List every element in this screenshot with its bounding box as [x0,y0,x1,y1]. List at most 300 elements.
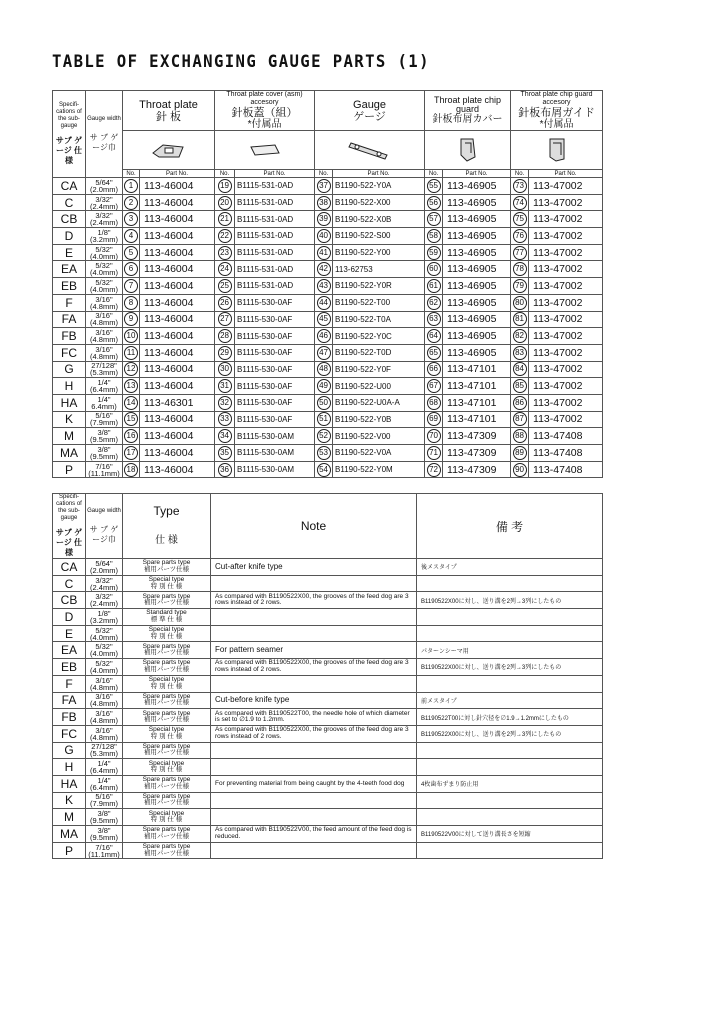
item-number: 7 [123,278,140,295]
spec-code: E [53,244,86,261]
item-number: 70 [425,428,443,445]
part-number: B1190-522-V00 [333,428,425,445]
gauge-width: 1/4" (6.4mm) [86,775,123,792]
no-col-header: No. [425,170,443,178]
part-number: B1115-531-0AD [235,211,315,228]
remarks-cell [417,792,603,809]
type-cell: Special type 特 別 仕 様 [123,575,211,592]
type-cell: Special type 特 別 仕 様 [123,725,211,742]
spec-code: HA [53,775,86,792]
remarks-cell: B1190522T00に対し針穴径を∅1.9→1.2mmにしたもの [417,709,603,726]
gauge-width: 5/32" (4.0mm) [86,625,123,642]
part-number: 113-46905 [443,194,511,211]
part-number: 113-47309 [443,428,511,445]
part-number: B1115-530-0AF [235,328,315,345]
spec-code: MA [53,445,86,462]
table-row [53,609,603,626]
part-number: B1190-522-Y0A [333,178,425,195]
spec-code: C [53,575,86,592]
note-cell: As compared with B1190522X00, the grooves of the feed dog are 3 rows instead of 2 rows. [211,725,417,742]
part-number: 113-62753 [333,261,425,278]
part-number: 113-47101 [443,361,511,378]
throat-plate-header: Throat plate 針 板 [123,91,215,131]
table-row [53,211,603,228]
part-number: 113-47408 [529,428,603,445]
note-cell [211,625,417,642]
note-cell [211,759,417,776]
gauge-width: 3/16" (4.8mm) [86,344,123,361]
gauge-width: 5/16" (7.9mm) [86,411,123,428]
item-number: 72 [425,461,443,478]
gauge-width: 3/8" (9.5mm) [86,428,123,445]
item-number: 20 [215,194,235,211]
type-cell: Standard type 標 準 仕 様 [123,609,211,626]
item-number: 80 [511,294,529,311]
gauge-width-header: Gauge width サ ブ ゲージ巾 [86,494,123,559]
item-number: 49 [315,378,333,395]
part-col-header: Part No. [235,170,315,178]
chip-guard-image [425,131,511,170]
gauge-width: 1/4" 6.4mm) [86,394,123,411]
item-number: 71 [425,445,443,462]
gauge-width: 5/32" (4.0mm) [86,261,123,278]
gauge-width: 5/64" (2.0mm) [86,178,123,195]
part-number: 113-46004 [140,211,215,228]
table-row [53,328,603,345]
part-number: 113-47002 [529,378,603,395]
item-number: 74 [511,194,529,211]
item-number: 3 [123,211,140,228]
part-number: 113-47002 [529,244,603,261]
remarks-cell: B1190522X00に対し、送り溝を2列→3列にしたもの [417,659,603,676]
remarks-cell [417,675,603,692]
spec-code: E [53,625,86,642]
item-number: 65 [425,344,443,361]
spec-code: EA [53,642,86,659]
gauge-width: 5/16" (7.9mm) [86,792,123,809]
note-cell: Cut-before knife type [211,692,417,709]
part-number: 113-46905 [443,344,511,361]
item-number: 40 [315,228,333,245]
gauge-width: 5/64" (2.0mm) [86,559,123,576]
table-row [53,261,603,278]
item-number: 53 [315,445,333,462]
remarks-cell [417,842,603,859]
part-number: B1115-530-0AF [235,378,315,395]
no-col-header: No. [511,170,529,178]
spec-code: C [53,194,86,211]
part-number: 113-47309 [443,445,511,462]
part-number: 113-47101 [443,394,511,411]
item-number: 35 [215,445,235,462]
item-number: 50 [315,394,333,411]
part-number: 113-46004 [140,228,215,245]
part-number: B1190-522-Y0R [333,278,425,295]
part-col-header: Part No. [140,170,215,178]
item-number: 39 [315,211,333,228]
item-number: 61 [425,278,443,295]
item-number: 22 [215,228,235,245]
spec-code: CA [53,559,86,576]
item-number: 46 [315,328,333,345]
part-number: 113-47002 [529,211,603,228]
item-number: 21 [215,211,235,228]
type-cell: Spare parts type 補用パーツ仕様 [123,826,211,843]
item-number: 25 [215,278,235,295]
part-number: 113-46004 [140,428,215,445]
no-col-header: No. [123,170,140,178]
item-number: 54 [315,461,333,478]
item-number: 75 [511,211,529,228]
gauge-width: 3/16" (4.8mm) [86,311,123,328]
part-number: 113-46905 [443,311,511,328]
item-number: 13 [123,378,140,395]
table-row [53,278,603,295]
item-number: 68 [425,394,443,411]
part-number: B1190-522-Y00 [333,244,425,261]
gauge-width: 1/8" (3.2mm) [86,228,123,245]
table-row [53,411,603,428]
spec-code: D [53,228,86,245]
spec-code: FA [53,311,86,328]
part-number: 113-46004 [140,411,215,428]
part-number: B1190-522-X00 [333,194,425,211]
spec-code: H [53,759,86,776]
part-number: 113-47101 [443,411,511,428]
item-number: 6 [123,261,140,278]
item-number: 36 [215,461,235,478]
item-number: 56 [425,194,443,211]
remarks-cell: パターンシーマ用 [417,642,603,659]
part-number: 113-46004 [140,378,215,395]
spec-code: EB [53,659,86,676]
throat-plate-cover-header: Throat plate cover (asm) accesory 針板蓋（組） *付属品 [215,91,315,131]
table-row [53,394,603,411]
part-number: B1190-522-T0D [333,344,425,361]
part-col-header: Part No. [529,170,603,178]
part-number: B1190-522-Y0C [333,328,425,345]
remarks-header: 備 考 [417,494,603,559]
item-number: 88 [511,428,529,445]
table-row [53,809,603,826]
note-cell [211,609,417,626]
table-row [53,428,603,445]
item-number: 87 [511,411,529,428]
gauge-width-header: Gauge width サ ブ ゲージ巾 [86,91,123,178]
table-row [53,625,603,642]
item-number: 9 [123,311,140,328]
spec-header: Specifi- cations of the sub-gauge サブ ゲージ 仕 様 [53,91,86,178]
part-number: B1115-530-0AF [235,411,315,428]
item-number: 47 [315,344,333,361]
note-cell: As compared with B1190522X00, the grooves of the feed dog are 3 rows instead of 2 rows. [211,659,417,676]
table-row [53,709,603,726]
item-number: 77 [511,244,529,261]
page-title: TABLE OF EXCHANGING GAUGE PARTS (1) [52,52,430,72]
table-row [53,842,603,859]
chip-guard-header: Throat plate chip guard 針板布屑カバー [425,91,511,131]
gauge-width: 5/32" (4.0mm) [86,659,123,676]
table-row [53,228,603,245]
part-number: B1115-530-0AF [235,344,315,361]
table-row [53,692,603,709]
note-cell [211,809,417,826]
table-row [53,592,603,609]
item-number: 17 [123,445,140,462]
table-row [53,194,603,211]
spec-code: F [53,675,86,692]
spec-code: F [53,294,86,311]
part-number: 113-46004 [140,261,215,278]
part-number: 113-47408 [529,445,603,462]
type-cell: Spare parts type 補用パーツ仕様 [123,792,211,809]
part-number: B1115-530-0AM [235,428,315,445]
part-number: 113-46905 [443,211,511,228]
gauge-width: 1/4" (6.4mm) [86,378,123,395]
part-number: B1115-531-0AD [235,278,315,295]
part-number: 113-46004 [140,445,215,462]
type-cell: Spare parts type 補用パーツ仕様 [123,775,211,792]
item-number: 55 [425,178,443,195]
item-number: 90 [511,461,529,478]
gauge-width: 5/32" (4.0mm) [86,244,123,261]
item-number: 82 [511,328,529,345]
table-row [53,792,603,809]
part-number: 113-47002 [529,311,603,328]
spec-code: EA [53,261,86,278]
type-cell: Spare parts type 補用パーツ仕様 [123,642,211,659]
item-number: 57 [425,211,443,228]
part-number: B1190-522-V0A [333,445,425,462]
part-number: 113-46004 [140,178,215,195]
item-number: 32 [215,394,235,411]
gauge-width: 27/128" (5.3mm) [86,742,123,759]
item-number: 51 [315,411,333,428]
remarks-cell: B1190522X00に対し、送り溝を2列→3列にしたもの [417,592,603,609]
gauge-width: 3/16" (4.8mm) [86,294,123,311]
note-cell: As compared with B1190522T00, the needle hole of which diameter is set to ∅1.9 to 1.2mm. [211,709,417,726]
gauge-width: 3/32" (2.4mm) [86,592,123,609]
gauge-width: 5/32" (4.0mm) [86,642,123,659]
part-number: B1115-530-0AF [235,394,315,411]
part-number: 113-47002 [529,344,603,361]
gauge-width: 27/128" (5.3mm) [86,361,123,378]
item-number: 23 [215,244,235,261]
part-number: 113-46004 [140,244,215,261]
part-number: B1115-531-0AD [235,228,315,245]
note-cell: As compared with B1190522V00, the feed amount of the feed dog is reduced. [211,826,417,843]
note-cell [211,842,417,859]
item-number: 85 [511,378,529,395]
part-number: 113-47002 [529,261,603,278]
spec-code: K [53,792,86,809]
item-number: 4 [123,228,140,245]
part-number: 113-46004 [140,328,215,345]
spec-code: FB [53,328,86,345]
item-number: 10 [123,328,140,345]
item-number: 84 [511,361,529,378]
table-row [53,178,603,195]
item-number: 8 [123,294,140,311]
spec-code: G [53,742,86,759]
remarks-cell [417,575,603,592]
gauge-width: 3/32" (2.4mm) [86,575,123,592]
table-row [53,311,603,328]
spec-code: MA [53,826,86,843]
part-number: B1115-531-0AD [235,178,315,195]
part-number: 113-46004 [140,294,215,311]
part-number: B1190-522-Y0F [333,361,425,378]
spec-code: FB [53,709,86,726]
item-number: 43 [315,278,333,295]
table-row [53,742,603,759]
part-number: 113-47002 [529,361,603,378]
item-number: 59 [425,244,443,261]
gauge-width: 3/16" (4.8mm) [86,675,123,692]
spec-code: FA [53,692,86,709]
part-number: 113-47002 [529,328,603,345]
item-number: 18 [123,461,140,478]
type-cell: Spare parts type 補用パーツ仕様 [123,709,211,726]
table-row [53,826,603,843]
notes-table [52,493,603,859]
part-number: 113-47101 [443,378,511,395]
item-number: 67 [425,378,443,395]
item-number: 52 [315,428,333,445]
spec-code: M [53,809,86,826]
note-cell [211,675,417,692]
part-number: 113-46004 [140,311,215,328]
part-number: B1190-522-U00 [333,378,425,395]
table-row [53,344,603,361]
part-number: 113-46004 [140,278,215,295]
gauge-width: 3/32" (2.4mm) [86,194,123,211]
throat-plate-cover-image [215,131,315,170]
note-cell [211,742,417,759]
spec-header: Specifi- cations of the sub-gauge サブ ゲージ 仕 様 [53,494,86,559]
item-number: 14 [123,394,140,411]
part-number: 113-47309 [443,461,511,478]
part-number: B1115-530-0AM [235,445,315,462]
item-number: 27 [215,311,235,328]
parts-table [52,90,603,478]
spec-code: FC [53,725,86,742]
item-number: 24 [215,261,235,278]
item-number: 28 [215,328,235,345]
gauge-width: 3/16" (4.8mm) [86,692,123,709]
spec-code: P [53,842,86,859]
part-number: B1190-522-Y0B [333,411,425,428]
note-cell: Cut-after knife type [211,559,417,576]
note-cell: For preventing material from being caught by the 4-teeth food dog [211,775,417,792]
part-number: 113-46004 [140,361,215,378]
item-number: 44 [315,294,333,311]
spec-code: K [53,411,86,428]
gauge-width: 7/16" (11.1mm) [86,461,123,478]
item-number: 11 [123,344,140,361]
part-number: 113-47002 [529,278,603,295]
item-number: 60 [425,261,443,278]
part-number: 113-47002 [529,294,603,311]
spec-code: G [53,361,86,378]
table-row [53,445,603,462]
table-row [53,675,603,692]
item-number: 83 [511,344,529,361]
table-row [53,559,603,576]
part-number: 113-46004 [140,461,215,478]
type-cell: Special type 特 別 仕 様 [123,809,211,826]
item-number: 29 [215,344,235,361]
part-number: 113-46905 [443,294,511,311]
gauge-width: 3/32" (2.4mm) [86,211,123,228]
item-number: 19 [215,178,235,195]
part-number: 113-46905 [443,244,511,261]
table-row [53,361,603,378]
spec-code: CA [53,178,86,195]
item-number: 26 [215,294,235,311]
gauge-image [315,131,425,170]
remarks-cell [417,742,603,759]
part-number: 113-46905 [443,278,511,295]
part-number: 113-47002 [529,394,603,411]
gauge-width: 1/4" (6.4mm) [86,759,123,776]
remarks-cell [417,759,603,776]
remarks-cell: 前メスタイプ [417,692,603,709]
type-cell: Spare parts type 補用パーツ仕様 [123,842,211,859]
part-number: B1190-522-T0A [333,311,425,328]
spec-code: CB [53,211,86,228]
table-row [53,642,603,659]
chip-guard-accessory-image [511,131,603,170]
remarks-cell [417,609,603,626]
item-number: 79 [511,278,529,295]
spec-code: D [53,609,86,626]
part-col-header: Part No. [443,170,511,178]
spec-code: FC [53,344,86,361]
part-number: B1115-531-0AD [235,194,315,211]
remarks-cell [417,809,603,826]
table-row [53,244,603,261]
part-number: 113-46905 [443,228,511,245]
chip-guard-accessory-header: Throat plate chip guard accesory 針板布屑ガイド *付属品 [511,91,603,131]
no-col-header: No. [215,170,235,178]
item-number: 37 [315,178,333,195]
item-number: 31 [215,378,235,395]
item-number: 45 [315,311,333,328]
remarks-cell: 後メスタイプ [417,559,603,576]
item-number: 48 [315,361,333,378]
item-number: 38 [315,194,333,211]
table-row [53,659,603,676]
item-number: 42 [315,261,333,278]
part-number: B1190-522-U0A-A [333,394,425,411]
no-col-header: No. [315,170,333,178]
item-number: 15 [123,411,140,428]
gauge-header: Gauge ゲージ [315,91,425,131]
item-number: 58 [425,228,443,245]
item-number: 66 [425,361,443,378]
type-cell: Spare parts type 補用パーツ仕様 [123,592,211,609]
item-number: 69 [425,411,443,428]
note-header: Note [211,494,417,559]
item-number: 30 [215,361,235,378]
item-number: 12 [123,361,140,378]
gauge-width: 7/16" (11.1mm) [86,842,123,859]
part-number: 113-46905 [443,328,511,345]
part-number: 113-46004 [140,344,215,361]
table-row [53,775,603,792]
spec-code: H [53,378,86,395]
